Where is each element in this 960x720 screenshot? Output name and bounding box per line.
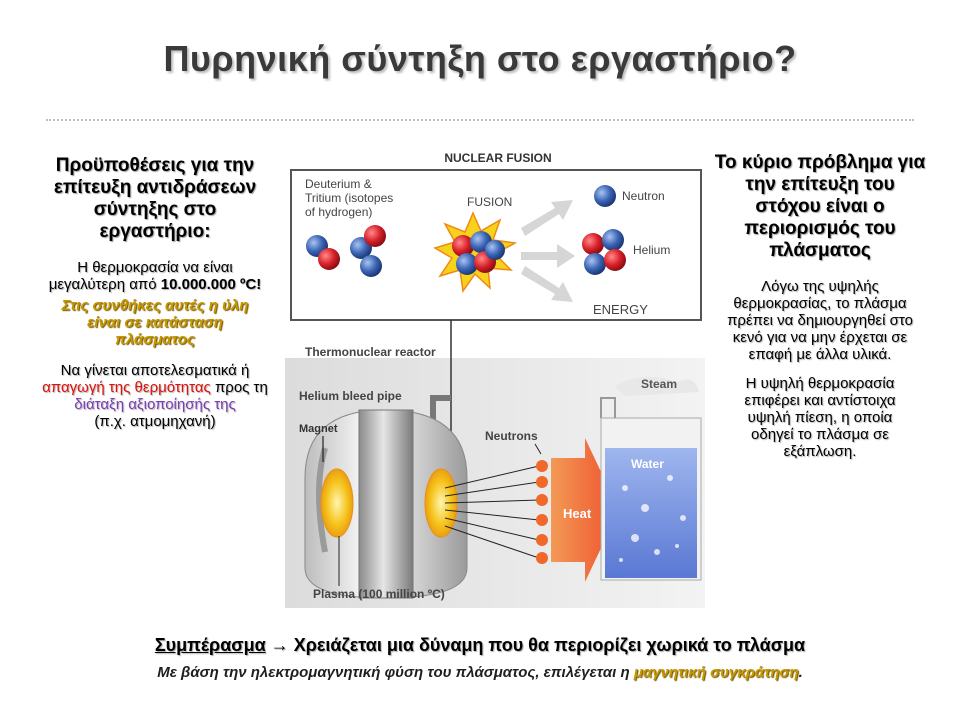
magnetic-confinement-line: Με βάση την ηλεκτρομαγνητική φύση του πλάσματος, επιλέγεται η μαγνητική συγκράτηση.	[157, 664, 803, 681]
steam-label: Steam	[641, 377, 678, 391]
energy-label: ENERGY	[593, 302, 648, 317]
temperature-condition: Η θερμοκρασία να είναι μεγαλύτερη από 10.000.000 ºC!	[48, 259, 262, 293]
heat-removal-condition: Να γίνεται αποτελεσματικά ή απαγωγή της θερμότητας προς τη διάταξη αξιοποίησής της (π.χ. ατμομηχανή)	[42, 362, 268, 430]
helium-label: Helium	[633, 243, 671, 257]
fusion-box-title: NUCLEAR FUSION	[444, 151, 552, 165]
neutron-label: Neutron	[622, 189, 665, 203]
bleed-pipe-label: Helium bleed pipe	[299, 389, 402, 403]
page-title: Πυρηνική σύντηξη στο εργαστήριο?	[163, 38, 797, 79]
neutron-particle	[594, 185, 616, 207]
reactants-label: Deuterium & Tritium (isotopes of hydrogen)	[305, 177, 394, 219]
heat-label: Heat	[563, 506, 592, 521]
fusion-label: FUSION	[467, 195, 513, 209]
left-heading: Προϋποθέσεις για την επίτευξη αντιδράσεων σύντηξης στο εργαστήριο:	[53, 155, 257, 242]
right-heading: Το κύριο πρόβλημα για την επίτευξη του στόχου είναι ο περιορισμός του πλάσματος	[714, 152, 926, 261]
neutrons-label: Neutrons	[485, 429, 538, 443]
plasma-label: Plasma (100 million ºC)	[313, 587, 445, 601]
reactor-label: Thermonuclear reactor	[305, 345, 436, 359]
pressure-explanation: Η υψηλή θερμοκρασία επιφέρει και αντίστοιχα υψηλή πίεση, η οποία οδηγεί το πλάσμα σε εξάπλωση.	[744, 375, 896, 460]
right-column	[712, 152, 928, 460]
fusion-reactor-diagram	[285, 148, 705, 608]
plasma-left	[321, 469, 353, 537]
central-column	[359, 410, 413, 598]
water-label: Water	[631, 457, 664, 471]
conclusion-line: Συμπέρασμα → Χρειάζεται μια δύναμη που θα περιορίζει χωρικά το πλάσμα	[154, 635, 806, 655]
vacuum-explanation: Λόγω της υψηλής θερμοκρασίας, το πλάσμα πρέπει να δημιουργηθεί στο κενό για να μην έρχεται σε επαφή με άλλα υλικά.	[727, 278, 913, 363]
plasma-state-note: Στις συνθήκες αυτές η ύλη είναι σε κατάσταση πλάσματος	[61, 297, 249, 348]
left-column	[40, 155, 270, 430]
title-divider	[46, 119, 914, 121]
magnet-label: Magnet	[299, 423, 338, 435]
